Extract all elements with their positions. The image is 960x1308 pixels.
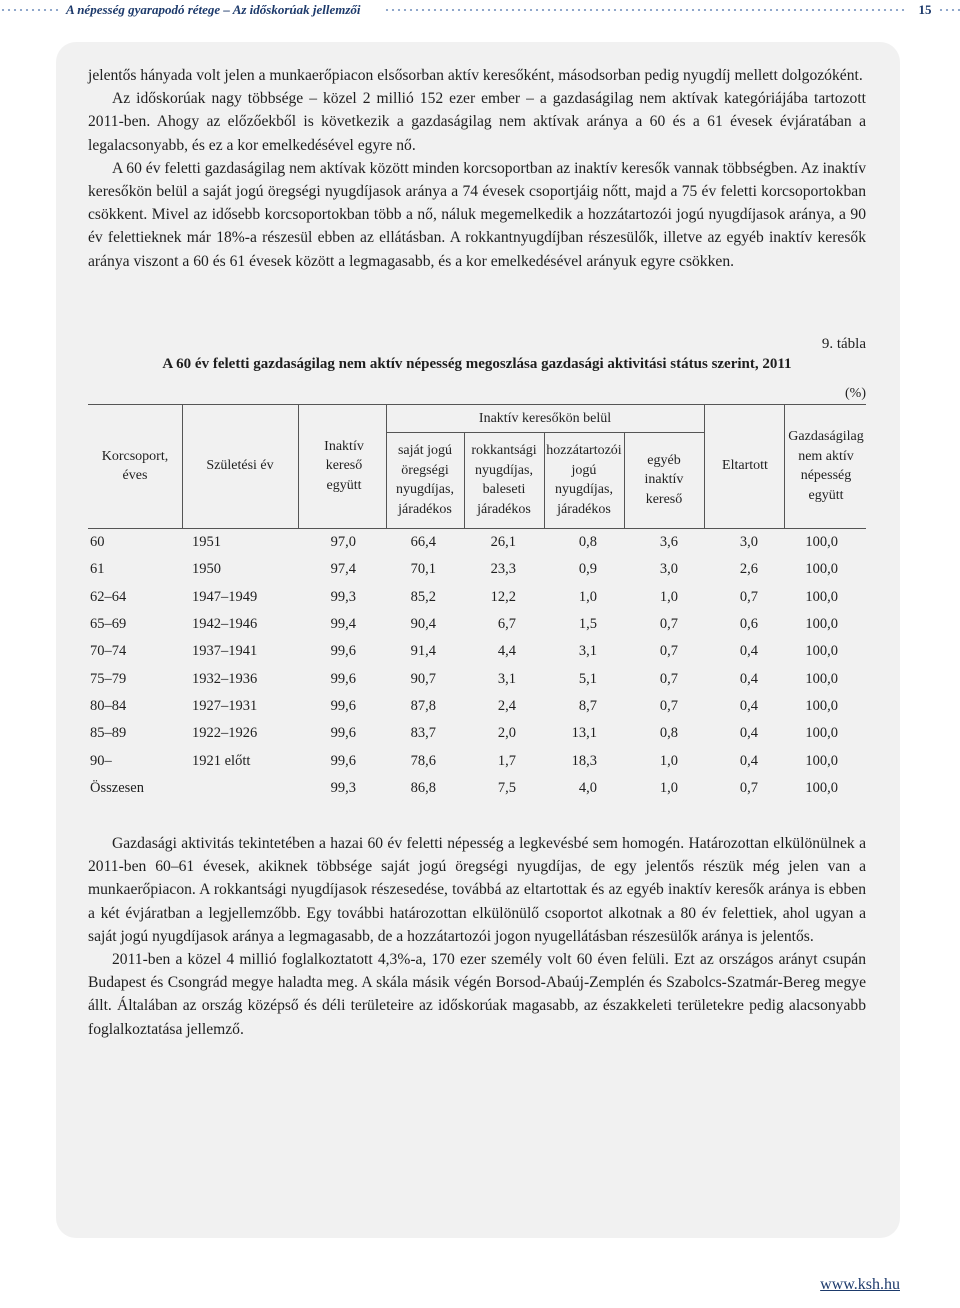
table-cell: 99,6 <box>330 725 356 742</box>
table-cell: 90,7 <box>410 670 436 687</box>
table-cell: 99,6 <box>330 670 356 687</box>
table-cell: 13,1 <box>571 725 597 742</box>
table-cell: 0,4 <box>739 752 758 769</box>
table-cell: 100,0 <box>805 725 838 742</box>
table-cell: 0,4 <box>739 698 758 715</box>
table-cell: 1937–1941 <box>192 643 258 660</box>
table-cell: 2,6 <box>739 561 758 578</box>
table-cell: 1,0 <box>578 588 597 605</box>
table-cell: 2,0 <box>497 725 516 742</box>
table-cell: 100,0 <box>805 561 838 578</box>
page-number: 15 <box>918 2 932 17</box>
paragraph: Gazdasági aktivitás tekintetében a hazai 60 év feletti népesség a legkevésbé sem homogén. Határozottan elkülönülnek a 2011-ben 60–61 évesek, akiknek többsége saját jogú öregségi nyugdíjas, de egy jelentős részük még jelen van a munkaerőpiacon. A rokkantsági nyugdíjasok részesedése, továbbá az eltartottak és az egyéb inaktív keresők aránya is ebben a két évjáratban a legjellemzőbb. Egy további határozottan elkülönülő csoportot alkotnak a 80 év felettiek, ahol ugyan a saját jogú nyugdíjasok aránya a legmagasabb, de a hozzátartozói jogon nyugellátásban részesülők aránya is jelentős. <box>88 835 866 945</box>
table-row <box>0 529 960 556</box>
header-disability-pension: rokkantsági nyugdíjas, baleseti járadékos <box>471 443 537 517</box>
table-cell: 1932–1936 <box>192 670 258 687</box>
table-cell: 2,4 <box>497 698 516 715</box>
table-cell: 70–74 <box>90 643 127 660</box>
table-cell: 75–79 <box>90 670 127 687</box>
table-cell: 0,7 <box>739 780 758 797</box>
header-dependent: Eltartott <box>722 458 768 474</box>
table-cell: 1942–1946 <box>192 616 258 633</box>
table-unit: (%) <box>845 386 866 401</box>
table-row <box>0 693 960 720</box>
table-cell: 100,0 <box>805 643 838 660</box>
table-cell: 100,0 <box>805 752 838 769</box>
table-cell: 99,4 <box>330 616 356 633</box>
column-divider <box>784 404 785 528</box>
table-cell: 66,4 <box>410 534 436 550</box>
table-row <box>0 748 960 775</box>
table-cell: 99,3 <box>330 588 356 605</box>
table-cell: 4,4 <box>497 643 516 660</box>
table-cell: 0,7 <box>739 588 758 605</box>
table-cell: 12,2 <box>490 588 516 605</box>
bottom-text-block <box>88 832 866 1041</box>
running-title: A népesség gyarapodó rétege – Az időskorúak jellemzői <box>66 2 361 17</box>
table-cell: 0,4 <box>739 670 758 687</box>
table-cell: 1922–1926 <box>192 725 258 742</box>
table-cell: 0,6 <box>739 616 758 633</box>
table-cell: 1927–1931 <box>192 698 258 715</box>
table-cell: 3,0 <box>739 534 758 550</box>
table-cell: 1,5 <box>578 616 597 633</box>
table-cell: 0,4 <box>739 725 758 742</box>
table-cell: 97,0 <box>330 534 356 550</box>
table-cell: 99,6 <box>330 698 356 715</box>
table-cell: 18,3 <box>571 752 597 769</box>
table-cell: 6,7 <box>497 616 516 633</box>
table-cell: 80–84 <box>90 698 127 715</box>
table-row <box>0 720 960 747</box>
table-cell: 26,1 <box>490 534 516 550</box>
table-cell: 8,7 <box>578 698 597 715</box>
header-age-group: Korcsoport, éves <box>101 448 169 483</box>
table-cell: 3,6 <box>659 534 678 550</box>
table-cell: 100,0 <box>805 616 838 633</box>
column-divider <box>386 404 387 528</box>
header-survivor-pension: hozzátartozói jogú nyugdíjas, járadékos <box>546 443 622 517</box>
table-cell: 3,0 <box>659 561 678 578</box>
table-cell: 70,1 <box>410 561 436 578</box>
table-row <box>0 638 960 665</box>
paragraph: 2011-ben a közel 4 millió foglalkoztatott 4,3%-a, 170 ezer személy volt 60 éven felüli. Ezt az országos arányt csupán Budapest és Csongrád megye haladta meg. A skála másik végén Borsod-Abaúj-Zemplén és Szabolcs-Szatmár-Bereg megye állt. Általában az ország középső és déli területeire az időskorúak magasabb, az északkeleti területekre pedig alacsonyabb foglalkoztatása jellemző. <box>88 951 866 1038</box>
table-cell: 62–64 <box>90 588 127 605</box>
table-cell: 1921 előtt <box>192 752 251 769</box>
paragraph: Az időskorúak nagy többsége – közel 2 millió 152 ezer ember – a gazdaságilag nem aktívak kategóriájába tartozott 2011-ben. Ahogy az előzőekből is következik a gazdaságilag nem aktívak aránya a 60 és a 61 évesek évjáratában a legalacsonyabb, és ez a kor emelkedésével egyre nő. <box>88 90 866 154</box>
table-cell: 1,0 <box>659 752 678 769</box>
table-cell: 3,1 <box>578 643 597 660</box>
table-row <box>0 556 960 583</box>
table-cell: 85,2 <box>410 588 436 605</box>
table-cell: 0,8 <box>659 725 678 742</box>
table-cell: 86,8 <box>410 780 436 797</box>
table-cell: 91,4 <box>410 643 436 660</box>
table-cell: 99,3 <box>330 780 356 797</box>
header-dotted-rule-right <box>938 9 960 11</box>
table-number: 9. tábla <box>821 336 866 352</box>
table-cell: 87,8 <box>410 698 436 715</box>
table-row <box>0 584 960 611</box>
table-cell: 4,0 <box>578 780 597 797</box>
table-cell: 1947–1949 <box>192 588 258 605</box>
table-cell: 0,7 <box>659 616 678 633</box>
page-header <box>0 0 960 20</box>
paragraph: A 60 év feletti gazdaságilag nem aktívak között minden korcsoportban az inaktív keresők vannak többségben. Az inaktív keresőkön belül a saját jogú öregségi nyugdíjasok aránya a 74 évesek csoportjáig nőtt, majd a 75 év feletti korcsoportokban csökkent. Mivel az idősebb korcsoportokban több a nő, náluk megemelkedik a hozzátartozói jogú nyugdíjasok aránya, a 90 év felettieknek már 18%-a részesül ebben az ellátásban. A rokkantnyugdíjban részesülők, illetve az egyéb inaktív keresők aránya viszont a 60 és 61 évesek között a legmagasabb, és a kor emelkedésével arányuk egyre csökken. <box>88 159 866 270</box>
header-other-inactive: egyéb inaktív kereső <box>644 452 684 507</box>
column-divider <box>464 432 465 528</box>
table-cell: 1951 <box>192 534 221 550</box>
table-cell: 0,7 <box>659 643 678 660</box>
column-divider <box>704 404 705 528</box>
table-cell: 7,5 <box>497 780 516 797</box>
table-cell: 60 <box>90 534 105 550</box>
table-cell: 99,6 <box>330 752 356 769</box>
header-old-age-pension: saját jogú öregségi nyugdíjas, járadékos <box>396 443 454 517</box>
table-cell: 85–89 <box>90 725 127 742</box>
column-divider <box>298 404 299 528</box>
table-cell: 0,4 <box>739 643 758 660</box>
header-dotted-rule-left <box>0 9 60 11</box>
table-cell: 1950 <box>192 561 221 578</box>
header-inactive-group: Inaktív keresőkön belül <box>478 411 612 427</box>
website-link[interactable]: www.ksh.hu <box>820 1276 900 1293</box>
table-cell: 1,7 <box>497 752 516 769</box>
table-title: A 60 év feletti gazdaságilag nem aktív népesség megoszlása gazdasági aktivitási státus szerint, 2011 <box>162 356 792 372</box>
table-cell: 99,6 <box>330 643 356 660</box>
table-cell: 65–69 <box>90 616 127 633</box>
table-cell: 78,6 <box>410 752 436 769</box>
table-cell: 1,0 <box>659 780 678 797</box>
table-cell: 83,7 <box>410 725 436 742</box>
table-cell: 5,1 <box>578 670 597 687</box>
table-cell: 0,7 <box>659 698 678 715</box>
table-row <box>0 666 960 693</box>
table-cell: 100,0 <box>805 534 838 550</box>
table-cell: 0,7 <box>659 670 678 687</box>
top-text-block <box>88 64 866 273</box>
table-cell: 1,0 <box>659 588 678 605</box>
table-cell: 3,1 <box>497 670 516 687</box>
header-inactive-total: Inaktív kereső együtt <box>324 438 364 493</box>
table-row <box>0 775 960 802</box>
table-cell: 61 <box>90 561 105 578</box>
column-divider <box>182 404 183 528</box>
table-cell: 100,0 <box>805 698 838 715</box>
table-cell: 100,0 <box>805 780 838 797</box>
header-birth-year: Születési év <box>206 458 274 474</box>
table-cell: 23,3 <box>490 561 516 578</box>
table-cell: 0,9 <box>578 561 597 578</box>
table-cell: Összesen <box>90 780 144 797</box>
table-cell: 90,4 <box>410 616 436 633</box>
table-top-rule <box>88 404 866 405</box>
table-row <box>0 611 960 638</box>
subheader-rule <box>386 432 704 433</box>
table-cell: 0,8 <box>578 534 597 550</box>
table-cell: 97,4 <box>330 561 356 578</box>
table-cell: 100,0 <box>805 588 838 605</box>
header-dotted-rule <box>384 9 906 11</box>
header-total: Gazdaságilag nem aktív népesség együtt <box>788 429 864 503</box>
table-cell: 90– <box>90 752 112 769</box>
paragraph: jelentős hányada volt jelen a munkaerőpiacon elsősorban aktív keresőként, másodsorban pedig nyugdíj mellett dolgozóként. <box>88 67 863 84</box>
table-cell: 100,0 <box>805 670 838 687</box>
